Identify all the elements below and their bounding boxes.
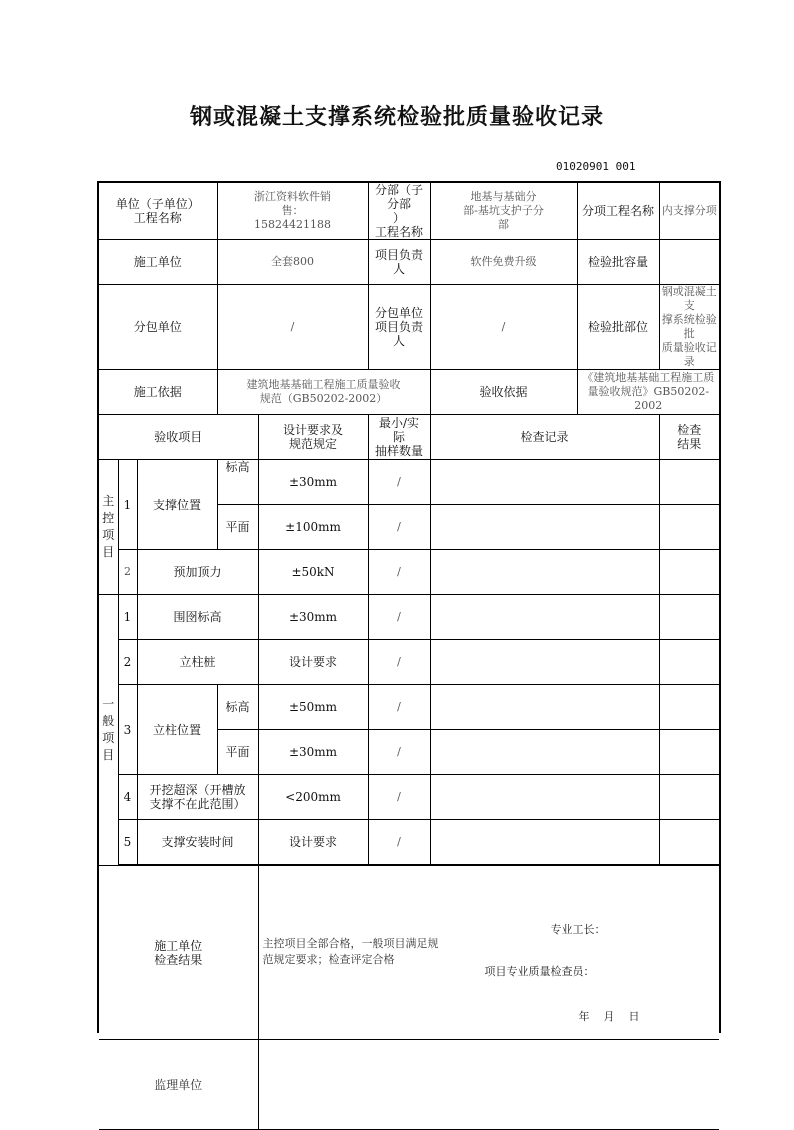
col-header-result: 检查 结果	[659, 415, 719, 460]
sub-item-value: 内支撑分项	[659, 183, 719, 240]
design-value: ±50kN	[258, 550, 368, 595]
subcontractor-value: /	[217, 285, 368, 370]
sample-value: /	[368, 460, 430, 505]
sample-value: /	[368, 820, 430, 865]
document-code: 01020901 001	[556, 160, 636, 173]
form-table	[99, 183, 719, 1130]
design-value: ±30mm	[258, 595, 368, 640]
general-items-group-label: 一 般 项 目	[99, 595, 118, 866]
item-name: 支撑安装时间	[137, 820, 258, 865]
batch-part-value: 钢或混凝土支 撑系统检验批 质量验收记录	[659, 285, 719, 370]
sample-value: /	[368, 505, 430, 550]
sub-item-name: 标高	[217, 685, 258, 730]
item-number: 3	[118, 685, 137, 775]
record-cell	[430, 595, 659, 640]
acceptance-basis-label: 验收依据	[430, 370, 577, 415]
record-cell	[430, 640, 659, 685]
sub-item-name: 平面	[217, 505, 258, 550]
sample-value: /	[368, 685, 430, 730]
acceptance-basis-value: 《建筑地基基础工程施工质 量验收规范》GB50202-2002	[577, 370, 719, 415]
record-cell	[430, 820, 659, 865]
sample-value: /	[368, 550, 430, 595]
document-title: 钢或混凝土支撑系统检验批质量验收记录	[189, 104, 604, 130]
design-value: 设计要求	[258, 640, 368, 685]
item-name: 预加顶力	[137, 550, 258, 595]
subcontractor-label: 分包单位	[99, 285, 217, 370]
item-number: 2	[118, 550, 137, 595]
design-value: <200mm	[258, 775, 368, 820]
item-number: 2	[118, 640, 137, 685]
unit-name-value: 浙江资料软件销 售： 15824421188	[217, 183, 368, 240]
supervisor-check-content	[258, 1040, 719, 1130]
result-cell	[659, 820, 719, 865]
project-manager-label: 项目负责人	[368, 240, 430, 285]
signature-date: 年 月 日	[578, 1010, 640, 1023]
record-cell	[430, 505, 659, 550]
result-cell	[659, 505, 719, 550]
record-cell	[430, 685, 659, 730]
result-cell	[659, 550, 719, 595]
sample-value: /	[368, 640, 430, 685]
foreman-signature-label: 专业工长：	[550, 923, 606, 936]
result-cell	[659, 595, 719, 640]
sub-item-label: 分项工程名称	[577, 183, 659, 240]
subcontractor-pm-label: 分包单位 项目负责人	[368, 285, 430, 370]
item-number: 4	[118, 775, 137, 820]
record-cell	[430, 460, 659, 505]
item-number: 1	[118, 595, 137, 640]
result-cell	[659, 730, 719, 775]
result-cell	[659, 685, 719, 730]
col-header-design: 设计要求及 规范规定	[258, 415, 368, 460]
col-header-record: 检查记录	[430, 415, 659, 460]
col-header-sample: 最小/实 际 抽样数量	[368, 415, 430, 460]
inspection-form	[97, 181, 721, 1092]
item-number: 5	[118, 820, 137, 865]
item-name: 立柱位置	[137, 685, 217, 775]
construction-basis-value: 建筑地基基础工程施工质量验收 规范（GB50202-2002）	[217, 370, 430, 415]
result-cell	[659, 775, 719, 820]
sub-item-name: 标高	[217, 460, 258, 505]
project-manager-value: 软件免费升级	[430, 240, 577, 285]
design-value: ±50mm	[258, 685, 368, 730]
record-cell	[430, 730, 659, 775]
sample-value: /	[368, 775, 430, 820]
supervisor-check-label: 监理单位	[99, 1040, 258, 1130]
item-name: 立柱桩	[137, 640, 258, 685]
check-conclusion-text: 主控项目全部合格，一般项目满足规 范规定要求；检查评定合格	[262, 937, 439, 966]
item-number: 1	[118, 460, 137, 550]
contractor-check-label: 施工单位 检查结果	[99, 866, 258, 1040]
result-cell	[659, 640, 719, 685]
sample-value: /	[368, 730, 430, 775]
record-cell	[430, 550, 659, 595]
col-header-item: 验收项目	[99, 415, 258, 460]
construction-basis-label: 施工依据	[99, 370, 217, 415]
main-items-group-label: 主 控 项 目	[99, 460, 118, 595]
design-value: ±100mm	[258, 505, 368, 550]
sub-division-label: 分部（子分部 ） 工程名称	[368, 183, 430, 240]
sample-value: /	[368, 595, 430, 640]
sub-item-name: 平面	[217, 730, 258, 775]
inspector-signature-label: 项目专业质量检查员：	[484, 965, 595, 978]
contractor-check-content	[258, 866, 719, 1040]
batch-part-label: 检验批部位	[577, 285, 659, 370]
sub-division-value: 地基与基础分 部-基坑支护子分 部	[430, 183, 577, 240]
item-name: 开挖超深（开槽放 支撑不在此范围）	[137, 775, 258, 820]
unit-name-label: 单位（子单位） 工程名称	[99, 183, 217, 240]
design-value: ±30mm	[258, 460, 368, 505]
item-name: 围囹标高	[137, 595, 258, 640]
subcontractor-pm-value: /	[430, 285, 577, 370]
contractor-value: 全套800	[217, 240, 368, 285]
result-cell	[659, 460, 719, 505]
contractor-label: 施工单位	[99, 240, 217, 285]
batch-capacity-label: 检验批容量	[577, 240, 659, 285]
item-name: 支撑位置	[137, 460, 217, 550]
batch-capacity-value	[659, 240, 719, 285]
design-value: ±30mm	[258, 730, 368, 775]
record-cell	[430, 775, 659, 820]
design-value: 设计要求	[258, 820, 368, 865]
